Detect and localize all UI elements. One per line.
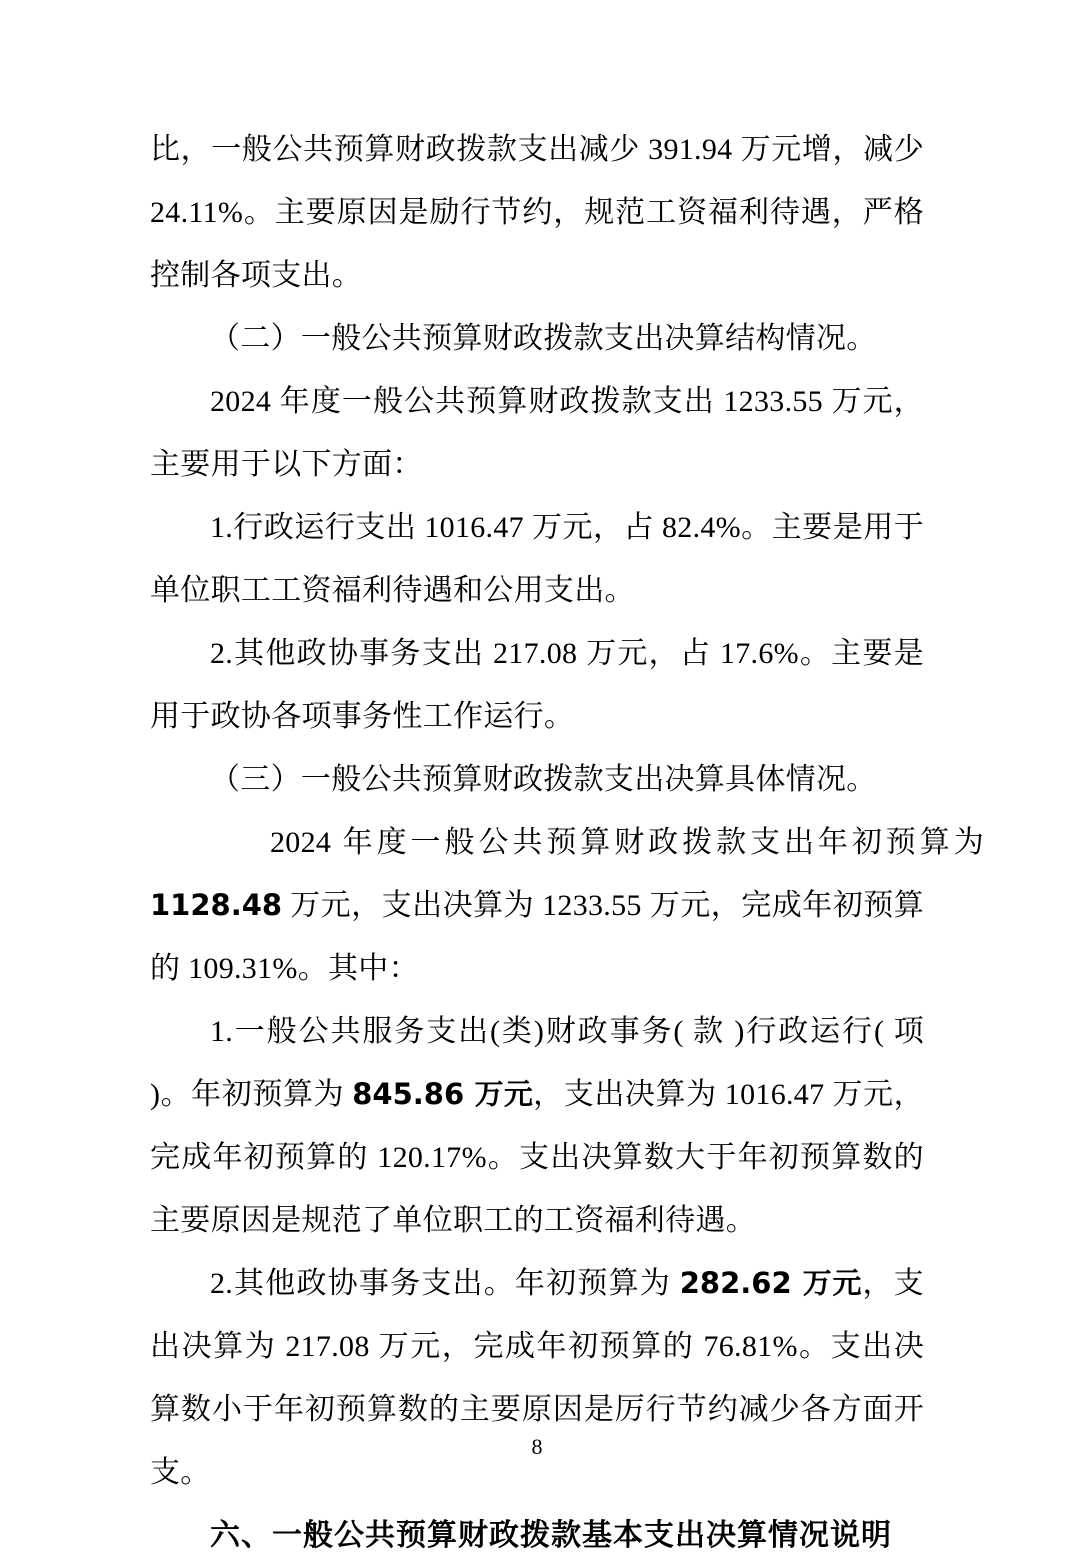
page-number: 8 [531,1434,543,1459]
document-body [150,118,984,1567]
paragraph-detail-item-2 [150,1252,924,1504]
paragraph-section-three-title: （三）一般公共预算财政拨款支出决算具体情况。 [210,763,877,796]
section-heading-six: 六、一般公共预算财政拨款基本支出决算情况说明 [210,1518,892,1553]
paragraph-expenditure-decrease: 比，一般公共预算财政拨款支出减少 391.94 万元增，减少 24.11%。主要原因是励行节约，规范工资福利待遇，严格控制各项支出。 [150,133,924,292]
paragraph-item-2-other-cppcc-affairs: 2.其他政协事务支出 217.08 万元，占 17.6%。主要是用于政协各项事务性工作运行。 [150,637,924,733]
paragraph-detail-item-1 [150,1000,924,1252]
paragraph-detail-item-1-part2: ，支出决算为 1016.47 万元，完成年初预算的 120.17%。支出决算数大于年初预算数的主要原因是规范了单位职工的工资福利待遇。 [150,1078,924,1237]
paragraph-section-two-title: （二）一般公共预算财政拨款支出决算结构情况。 [210,322,877,355]
paragraph-detail-item-2-part2: ，支出决算为 217.08 万元，完成年初预算的 76.81%。支出决算数小于年初预算数的主要原因是厉行节约减少各方面开支。 [150,1267,924,1489]
paragraph-budget-detail-line1: 2024 年度一般公共预算财政拨款支出年初预算为 [270,826,984,859]
paragraph-item-1-admin-operation: 1.行政运行支出 1016.47 万元，占 82.4%。主要是用于单位职工工资福利待遇和公用支出。 [150,511,924,607]
paragraph-budget-detail-intro [150,811,984,1000]
budget-figure-845: 845.86 万元 [352,1077,534,1111]
budget-figure-1128: 1128.48 [150,888,283,922]
paragraph-detail-item-1-part1: 1.一般公共服务支出(类)财政事务( 款 )行政运行( 项 )。年初预算为 [150,1015,924,1111]
paragraph-detail-item-2-part1: 2.其他政协事务支出。年初预算为 [210,1267,680,1300]
paragraph-budget-detail-rest: 万元，支出决算为 1233.55 万元，完成年初预算的 109.31%。其中： [150,889,924,985]
budget-figure-282: 282.62 万元 [679,1266,863,1300]
paragraph-2024-total-expenditure: 2024 年度一般公共预算财政拨款支出 1233.55 万元，主要用于以下方面： [150,385,924,481]
